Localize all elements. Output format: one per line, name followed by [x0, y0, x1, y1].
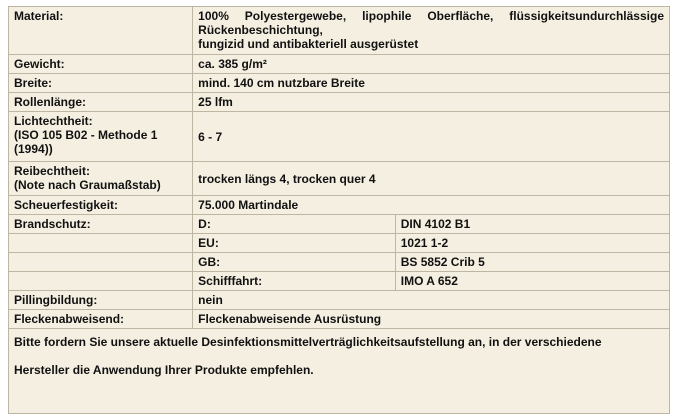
value-material: [193, 7, 670, 55]
brandschutz-norm-d: DIN 4102 B1: [395, 215, 669, 234]
value-scheuerfestigkeit: 75.000 Martindale: [193, 196, 670, 215]
value-reibechtheit: trocken längs 4, trocken quer 4: [193, 162, 670, 196]
label-pillingbildung: Pillingbildung:: [9, 291, 193, 310]
brandschutz-norm-schifffahrt: IMO A 652: [395, 272, 669, 291]
label-gewicht: Gewicht:: [9, 55, 193, 74]
table-row-brandschutz-d: [9, 215, 670, 234]
table-row-gewicht: [9, 55, 670, 74]
table-row-brandschutz-schifffahrt: [9, 272, 670, 291]
brandschutz-region-d: D:: [193, 215, 396, 234]
value-material-line1: 100% Polyestergewebe, lipophile Oberfläche, flüssigkeitsundurchlässige: [198, 9, 664, 23]
brandschutz-region-eu: EU:: [193, 234, 396, 253]
note-line2: Hersteller die Anwendung Ihrer Produkte empfehlen.: [14, 363, 314, 377]
label-breite: Breite:: [9, 74, 193, 93]
table-row-brandschutz-gb: [9, 253, 670, 272]
label-rollenlaenge: Rollenlänge:: [9, 93, 193, 112]
table-row-brandschutz-eu: [9, 234, 670, 253]
table-row-rollenlaenge: [9, 93, 670, 112]
label-lichtechtheit: Lichtechtheit: (ISO 105 B02 - Methode 1 (1994)): [9, 112, 193, 162]
brandschutz-norm-gb: BS 5852 Crib 5: [395, 253, 669, 272]
note-spacer: [14, 349, 664, 363]
label-scheuerfestigkeit: Scheuerfestigkeit:: [9, 196, 193, 215]
table-row-breite: [9, 74, 670, 93]
value-gewicht: ca. 385 g/m²: [193, 55, 670, 74]
value-material-line2: Rückenbeschichtung,: [198, 23, 323, 37]
table-row-pillingbildung: [9, 291, 670, 310]
product-spec-table: [8, 6, 670, 414]
value-pillingbildung: nein: [193, 291, 670, 310]
label-reibechtheit: Reibechtheit: (Note nach Graumaßstab): [9, 162, 193, 196]
brandschutz-region-gb: GB:: [193, 253, 396, 272]
table-row-lichtechtheit: [9, 112, 670, 162]
label-brandschutz-empty: [9, 253, 193, 272]
table-row-fleckenabweisend: [9, 310, 670, 329]
label-material: Material:: [9, 7, 193, 55]
table-row-reibechtheit: [9, 162, 670, 196]
value-rollenlaenge: 25 lfm: [193, 93, 670, 112]
table-row-scheuerfestigkeit: [9, 196, 670, 215]
table-row-note: [9, 329, 670, 414]
value-breite: mind. 140 cm nutzbare Breite: [193, 74, 670, 93]
note-line1: Bitte fordern Sie unsere aktuelle Desinfektionsmittelverträglichkeitsaufstellung an, in der verschiedene: [14, 335, 602, 349]
label-fleckenabweisend: Fleckenabweisend:: [9, 310, 193, 329]
label-brandschutz-empty: [9, 272, 193, 291]
label-brandschutz-empty: [9, 234, 193, 253]
value-lichtechtheit: 6 - 7: [193, 112, 670, 162]
value-fleckenabweisend: Fleckenabweisende Ausrüstung: [193, 310, 670, 329]
brandschutz-region-schifffahrt: Schifffahrt:: [193, 272, 396, 291]
table-row-material: [9, 7, 670, 55]
note-cell: [9, 329, 670, 414]
label-brandschutz: Brandschutz:: [9, 215, 193, 234]
value-material-line3: fungizid und antibakteriell ausgerüstet: [198, 37, 419, 51]
brandschutz-norm-eu: 1021 1-2: [395, 234, 669, 253]
